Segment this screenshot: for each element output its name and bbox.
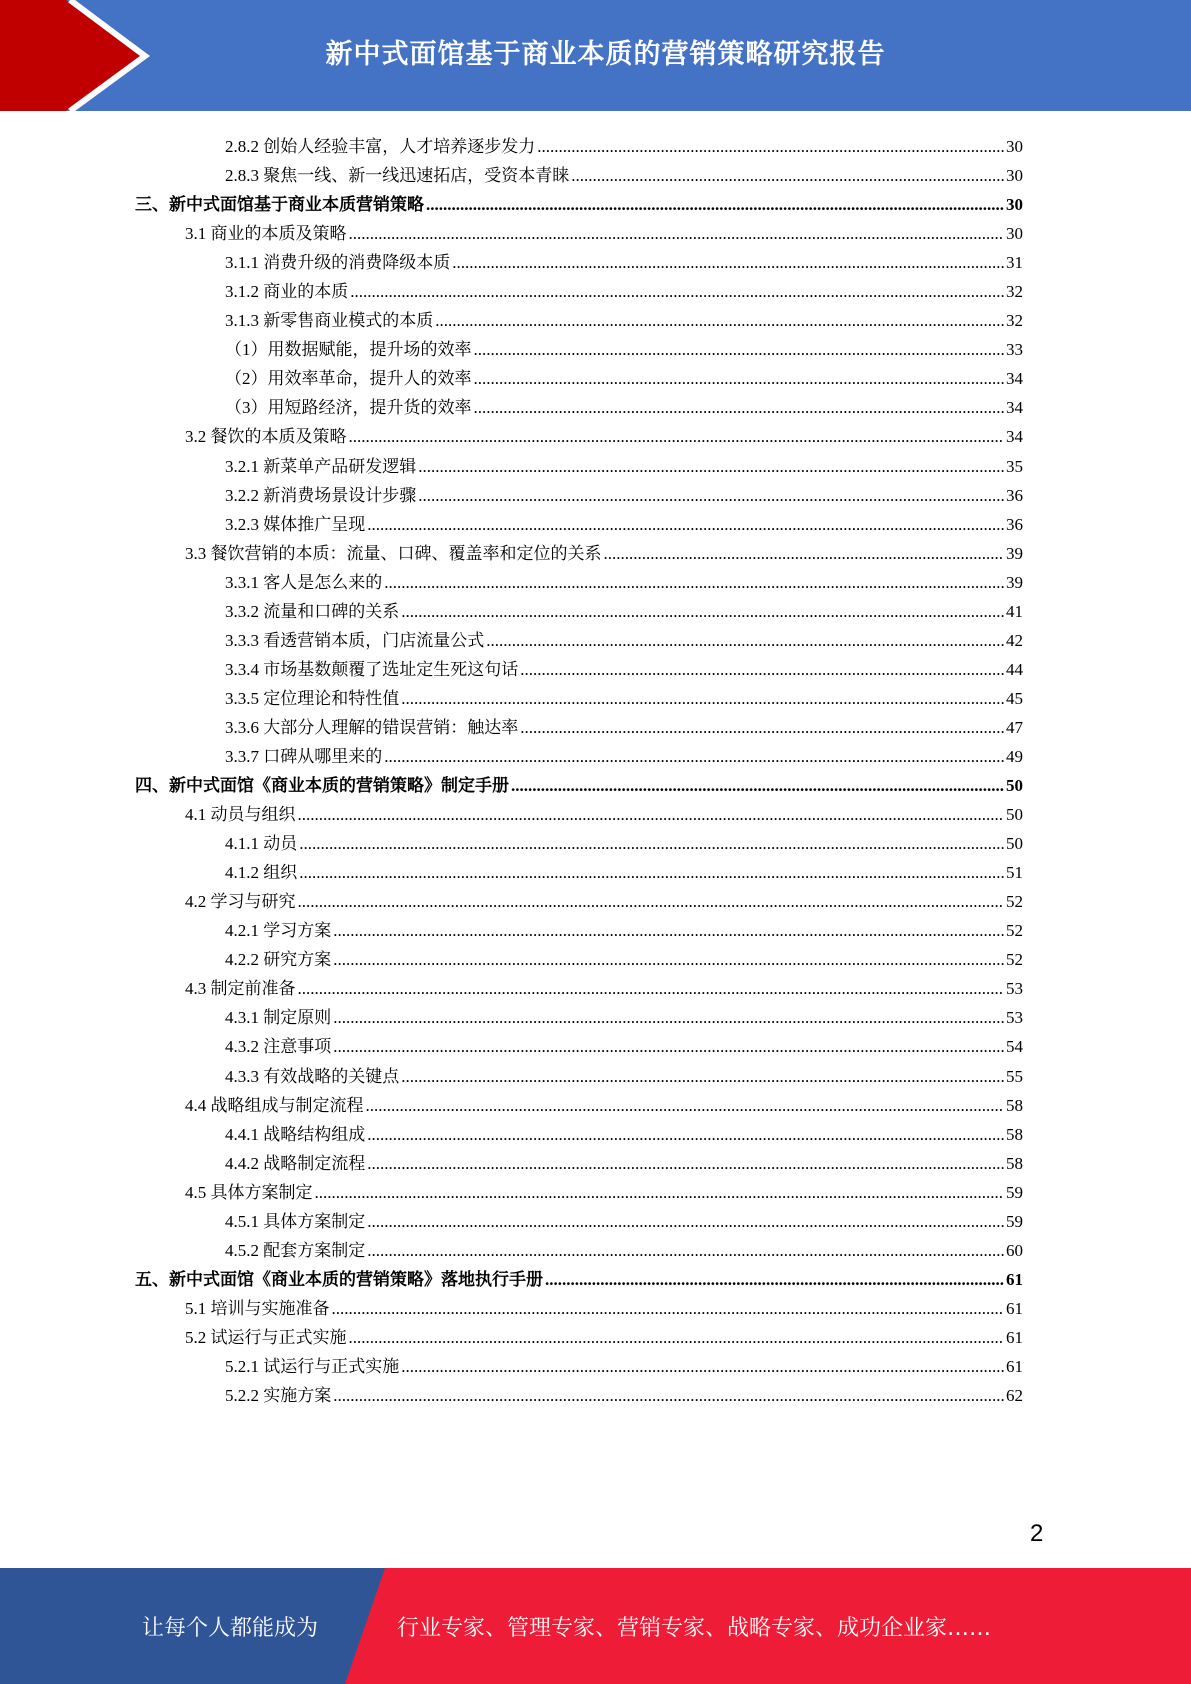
- toc-entry-page: 47: [1006, 717, 1023, 737]
- toc-entry-page: 33: [1006, 340, 1023, 360]
- toc-entry-title: 5.2 试运行与正式实施: [185, 1327, 347, 1347]
- toc-entry[interactable]: [135, 568, 1023, 597]
- toc-entry[interactable]: [135, 1178, 1023, 1207]
- toc-entry-page: 35: [1006, 456, 1023, 476]
- dot-leader: [333, 1381, 1004, 1410]
- toc-entry-page: 31: [1006, 253, 1023, 273]
- toc-entry-page: 58: [1006, 1124, 1023, 1144]
- dot-leader: [333, 1032, 1004, 1061]
- toc-entry-page: 52: [1006, 950, 1023, 970]
- toc-entry-title: 3.2.2 新消费场景设计步骤: [225, 485, 417, 505]
- dot-leader: [366, 1091, 1005, 1120]
- dot-leader: [349, 219, 1005, 248]
- toc-entry-page: 41: [1006, 601, 1023, 621]
- toc-entry[interactable]: [135, 1265, 1023, 1294]
- toc-entry-page: 36: [1006, 485, 1023, 505]
- dot-leader: [333, 916, 1004, 945]
- toc-entry-page: 55: [1006, 1066, 1023, 1086]
- toc-entry-page: 34: [1006, 427, 1023, 447]
- toc-entry-title: 3.3.2 流量和口碑的关系: [225, 601, 400, 621]
- dot-leader: [401, 1062, 1004, 1091]
- toc-entry-page: 61: [1006, 1327, 1023, 1347]
- toc-entry[interactable]: [135, 1120, 1023, 1149]
- toc-entry-page: 36: [1006, 514, 1023, 534]
- toc-entry-page: 32: [1006, 311, 1023, 331]
- toc-entry-title: 4.3.2 注意事项: [225, 1037, 332, 1057]
- toc-entry-title: 3.3.5 定位理论和特性值: [225, 688, 400, 708]
- toc-entry-page: 60: [1006, 1240, 1023, 1260]
- toc-entry-title: 4.5 具体方案制定: [185, 1182, 313, 1202]
- toc-entry-title: 五、新中式面馆《商业本质的营销策略》落地执行手册: [135, 1269, 543, 1289]
- toc-entry[interactable]: [135, 1352, 1023, 1381]
- toc-entry[interactable]: [135, 277, 1023, 306]
- toc-entry-title: 4.3.1 制定原则: [225, 1008, 332, 1028]
- toc-entry-page: 54: [1006, 1037, 1023, 1057]
- dot-leader: [401, 597, 1004, 626]
- toc-entry-page: 49: [1006, 746, 1023, 766]
- dot-leader: [349, 422, 1005, 451]
- toc-entry-title: 3.1 商业的本质及策略: [185, 224, 347, 244]
- toc-entry-title: 4.5.2 配套方案制定: [225, 1240, 366, 1260]
- dot-leader: [520, 713, 1004, 742]
- dot-leader: [367, 1207, 1004, 1236]
- toc-entry-title: 三、新中式面馆基于商业本质营销策略: [135, 195, 424, 215]
- toc-entry-title: 3.3 餐饮营销的本质：流量、口碑、覆盖率和定位的关系: [185, 543, 602, 563]
- page-header: [0, 0, 1191, 111]
- toc-entry-page: 50: [1006, 805, 1023, 825]
- toc-entry[interactable]: [135, 597, 1023, 626]
- toc-entry-page: 51: [1006, 863, 1023, 883]
- toc-entry-title: 3.2 餐饮的本质及策略: [185, 427, 347, 447]
- dot-leader: [418, 452, 1004, 481]
- toc-entry-title: 3.3.3 看透营销本质，门店流量公式: [225, 630, 485, 650]
- toc-entry[interactable]: [135, 655, 1023, 684]
- dot-leader: [298, 800, 1005, 829]
- toc-entry-title: 4.2 学习与研究: [185, 892, 296, 912]
- dot-leader: [298, 887, 1005, 916]
- dot-leader: [332, 1294, 1005, 1323]
- toc-entry[interactable]: [135, 393, 1023, 422]
- toc-entry-title: 4.1.2 组织: [225, 863, 298, 883]
- dot-leader: [384, 742, 1004, 771]
- dot-leader: [299, 858, 1004, 887]
- toc-entry[interactable]: [135, 771, 1023, 800]
- toc-entry[interactable]: [135, 190, 1023, 219]
- toc-entry[interactable]: [135, 1236, 1023, 1265]
- toc-entry-page: 39: [1006, 543, 1023, 563]
- toc-entry[interactable]: [135, 1091, 1023, 1120]
- dot-leader: [474, 393, 1005, 422]
- toc-entry[interactable]: [135, 1003, 1023, 1032]
- dot-leader: [349, 1323, 1005, 1352]
- toc-entry[interactable]: [135, 742, 1023, 771]
- toc-entry-page: 30: [1006, 137, 1023, 156]
- dot-leader: [367, 1236, 1004, 1265]
- toc-entry-title: 5.2.2 实施方案: [225, 1386, 332, 1406]
- toc-entry-page: 30: [1006, 166, 1023, 186]
- toc-entry[interactable]: [135, 132, 1023, 161]
- toc-entry-page: 53: [1006, 1008, 1023, 1028]
- toc-entry-title: 2.8.3 聚焦一线、新一线迅速拓店，受资本青睐: [225, 166, 570, 186]
- toc-entry[interactable]: [135, 1381, 1023, 1410]
- dot-leader: [333, 1003, 1004, 1032]
- toc-entry[interactable]: [135, 800, 1023, 829]
- dot-leader: [604, 539, 1005, 568]
- toc-entry-page: 59: [1006, 1211, 1023, 1231]
- page-footer: [0, 1568, 1191, 1684]
- toc-entry-page: 34: [1006, 398, 1023, 418]
- toc-entry[interactable]: [135, 858, 1023, 887]
- toc-entry-title: 3.3.4 市场基数颠覆了选址定生死这句话: [225, 659, 519, 679]
- toc-entry-title: 2.8.2 创始人经验丰富，人才培养逐步发力: [225, 137, 536, 156]
- toc-entry-title: 3.3.6 大部分人理解的错误营销：触达率: [225, 717, 519, 737]
- toc-entry[interactable]: [135, 829, 1023, 858]
- toc-entry-title: 3.1.3 新零售商业模式的本质: [225, 311, 434, 331]
- toc-entry-title: 4.4 战略组成与制定流程: [185, 1095, 364, 1115]
- toc-entry-title: 3.1.1 消费升级的消费降级本质: [225, 253, 451, 273]
- toc-entry-page: 30: [1006, 195, 1023, 215]
- toc-entry-title: 4.3.3 有效战略的关键点: [225, 1066, 400, 1086]
- toc-entry-title: 4.1.1 动员: [225, 834, 298, 854]
- dot-leader: [571, 161, 1004, 190]
- toc-entry-page: 45: [1006, 688, 1023, 708]
- toc-entry[interactable]: [135, 452, 1023, 481]
- toc-entry[interactable]: [135, 945, 1023, 974]
- toc-entry[interactable]: [135, 219, 1023, 248]
- toc-entry-title: （2）用效率革命，提升人的效率: [225, 369, 472, 389]
- toc-entry-page: 62: [1006, 1386, 1023, 1406]
- toc-entry[interactable]: [135, 1149, 1023, 1178]
- toc-entry[interactable]: [135, 1294, 1023, 1323]
- toc-entry-page: 50: [1006, 834, 1023, 854]
- dot-leader: [511, 771, 1004, 800]
- toc-entry-page: 32: [1006, 282, 1023, 302]
- toc-entry[interactable]: [135, 684, 1023, 713]
- dot-leader: [315, 1178, 1005, 1207]
- footer-slogan-left: 让每个人都能成为: [142, 1616, 319, 1641]
- dot-leader: [367, 1149, 1004, 1178]
- toc-entry[interactable]: [135, 161, 1023, 190]
- toc-entry[interactable]: [135, 510, 1023, 539]
- toc-entry-title: 四、新中式面馆《商业本质的营销策略》制定手册: [135, 776, 509, 796]
- table-of-contents: [135, 132, 1023, 1410]
- toc-entry-page: 61: [1006, 1298, 1023, 1318]
- dot-leader: [520, 655, 1004, 684]
- dot-leader: [452, 248, 1004, 277]
- toc-entry-title: 4.5.1 具体方案制定: [225, 1211, 366, 1231]
- toc-entry[interactable]: [135, 306, 1023, 335]
- toc-entry[interactable]: [135, 626, 1023, 655]
- dot-leader: [474, 364, 1005, 393]
- toc-entry[interactable]: [135, 1323, 1023, 1352]
- toc-entry-page: 44: [1006, 659, 1023, 679]
- toc-entry-title: 4.4.1 战略结构组成: [225, 1124, 366, 1144]
- toc-entry-page: 61: [1006, 1269, 1023, 1289]
- toc-entry-page: 58: [1006, 1153, 1023, 1173]
- toc-entry-title: 4.4.2 战略制定流程: [225, 1153, 366, 1173]
- toc-entry[interactable]: [135, 1062, 1023, 1091]
- toc-entry[interactable]: [135, 916, 1023, 945]
- toc-entry[interactable]: [135, 1032, 1023, 1061]
- toc-entry-page: 53: [1006, 979, 1023, 999]
- toc-entry-title: （3）用短路经济，提升货的效率: [225, 398, 472, 418]
- toc-entry-title: 4.2.1 学习方案: [225, 921, 332, 941]
- toc-entry-title: 4.3 制定前准备: [185, 979, 296, 999]
- toc-entry[interactable]: [135, 248, 1023, 277]
- toc-entry-page: 52: [1006, 892, 1023, 912]
- toc-entry-title: （1）用数据赋能，提升场的效率: [225, 340, 472, 360]
- toc-entry[interactable]: [135, 1207, 1023, 1236]
- dot-leader: [418, 481, 1004, 510]
- toc-entry[interactable]: [135, 713, 1023, 742]
- toc-entry[interactable]: [135, 364, 1023, 393]
- toc-entry-page: 59: [1006, 1182, 1023, 1202]
- toc-entry[interactable]: [135, 335, 1023, 364]
- toc-entry-title: 3.1.2 商业的本质: [225, 282, 349, 302]
- dot-leader: [333, 945, 1004, 974]
- toc-entry[interactable]: [135, 887, 1023, 916]
- dot-leader: [298, 974, 1005, 1003]
- dot-leader: [537, 132, 1004, 161]
- toc-entry-title: 5.1 培训与实施准备: [185, 1298, 330, 1318]
- dot-leader: [299, 829, 1004, 858]
- page-number: 2: [1030, 1520, 1044, 1547]
- toc-entry-title: 3.2.1 新菜单产品研发逻辑: [225, 456, 417, 476]
- toc-entry-page: 50: [1006, 776, 1023, 796]
- toc-entry-title: 3.3.1 客人是怎么来的: [225, 572, 383, 592]
- dot-leader: [435, 306, 1004, 335]
- dot-leader: [367, 510, 1004, 539]
- toc-entry[interactable]: [135, 539, 1023, 568]
- dot-leader: [401, 1352, 1004, 1381]
- dot-leader: [474, 335, 1005, 364]
- toc-entry-title: 4.1 动员与组织: [185, 805, 296, 825]
- toc-entry-page: 58: [1006, 1095, 1023, 1115]
- dot-leader: [426, 190, 1004, 219]
- toc-entry-title: 5.2.1 试运行与正式实施: [225, 1356, 400, 1376]
- toc-entry-title: 3.3.7 口碑从哪里来的: [225, 746, 383, 766]
- toc-entry-title: 3.2.3 媒体推广呈现: [225, 514, 366, 534]
- toc-entry[interactable]: [135, 974, 1023, 1003]
- footer-slogan-right: 行业专家、管理专家、营销专家、战略专家、成功企业家……: [397, 1616, 992, 1641]
- document-title: 新中式面馆基于商业本质的营销策略研究报告: [325, 39, 886, 70]
- toc-entry-page: 52: [1006, 921, 1023, 941]
- toc-entry[interactable]: [135, 422, 1023, 451]
- dot-leader: [384, 568, 1004, 597]
- toc-entry[interactable]: [135, 481, 1023, 510]
- dot-leader: [367, 1120, 1004, 1149]
- dot-leader: [350, 277, 1004, 306]
- dot-leader: [401, 684, 1004, 713]
- toc-entry-page: 34: [1006, 369, 1023, 389]
- toc-entry-page: 61: [1006, 1356, 1023, 1376]
- toc-entry-page: 30: [1006, 224, 1023, 244]
- toc-entry-page: 42: [1006, 630, 1023, 650]
- toc-entry-page: 39: [1006, 572, 1023, 592]
- dot-leader: [486, 626, 1004, 655]
- dot-leader: [545, 1265, 1004, 1294]
- toc-entry-title: 4.2.2 研究方案: [225, 950, 332, 970]
